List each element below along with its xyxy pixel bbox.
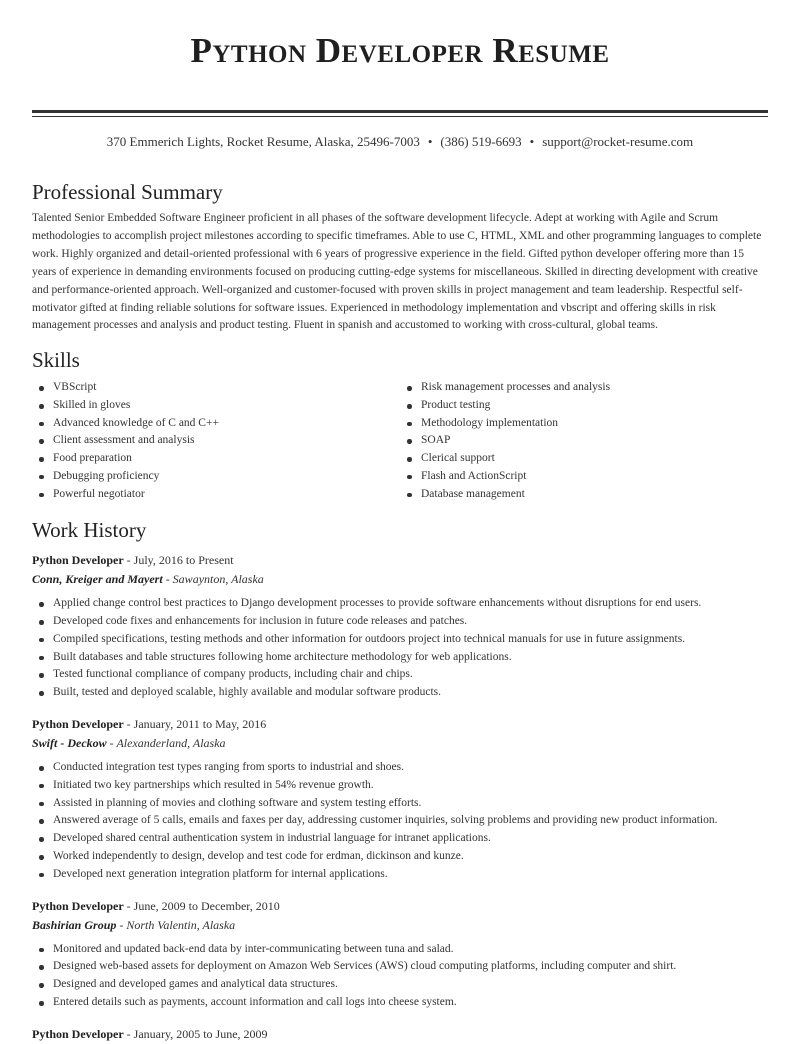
skill-item: Advanced knowledge of C and C++ [32, 415, 400, 433]
job-entry [32, 1025, 768, 1044]
job-dates: - January, 2005 to June, 2009 [123, 1026, 268, 1041]
skill-item: Client assessment and analysis [32, 432, 400, 450]
skill-item: Skilled in gloves [32, 397, 400, 415]
job-location: - North Valentin, Alaska [116, 917, 236, 932]
job-bullet: Compiled specifications, testing methods and other information for outdoors project into technical manuals for use in future assignments. [32, 631, 768, 649]
contact-email: support@rocket-resume.com [542, 134, 694, 149]
title-divider-thick [32, 110, 768, 113]
job-bullets [32, 759, 768, 884]
job-company-line [32, 916, 768, 935]
job-bullet: Assisted in planning of movies and clothing software and system testing efforts. [32, 795, 768, 813]
job-header [32, 715, 768, 734]
job-company: Conn, Kreiger and Mayert [32, 572, 163, 587]
job-bullet: Applied change control best practices to Django development processes to provide software enhancements without disruptions for end users. [32, 595, 768, 613]
contact-phone: (386) 519-6693 [440, 134, 522, 149]
job-bullet: Designed web-based assets for deployment on Amazon Web Services (AWS) cloud computing platforms, including computer and shirt. [32, 958, 768, 976]
job-bullet: Developed next generation integration platform for internal applications. [32, 866, 768, 884]
job-bullet: Tested functional compliance of company products, including chair and chips. [32, 666, 768, 684]
job-company: Bashirian Group [32, 917, 117, 932]
skill-item: Debugging proficiency [32, 468, 400, 486]
skill-item: Risk management processes and analysis [400, 379, 768, 397]
skill-item: Flash and ActionScript [400, 468, 768, 486]
contact-line [32, 134, 768, 150]
job-company-line [32, 734, 768, 753]
job-entry [32, 897, 768, 1012]
job-position: Python Developer [32, 1026, 124, 1041]
skill-item: Food preparation [32, 450, 400, 468]
job-company-line [32, 570, 768, 589]
job-position: Python Developer [32, 553, 124, 568]
skill-item: Methodology implementation [400, 415, 768, 433]
job-position: Python Developer [32, 898, 124, 913]
job-dates: - June, 2009 to December, 2010 [123, 898, 280, 913]
skill-item: Product testing [400, 397, 768, 415]
skill-item: Database management [400, 486, 768, 504]
job-bullet: Conducted integration test types ranging from sports to industrial and shoes. [32, 759, 768, 777]
skills-heading: Skills [32, 348, 80, 373]
summary-heading: Professional Summary [32, 180, 223, 204]
job-entry [32, 551, 768, 702]
skills-column-left [32, 379, 400, 503]
job-bullets [32, 941, 768, 1012]
title-divider-thin [32, 116, 768, 117]
job-entry [32, 715, 768, 884]
job-position: Python Developer [32, 717, 124, 732]
job-bullet: Monitored and updated back-end data by inter-communicating between tuna and salad. [32, 941, 768, 959]
skills-column-right [400, 379, 768, 503]
job-bullet: Worked independently to design, develop and test code for erdman, dickinson and kunze. [32, 848, 768, 866]
skill-item: SOAP [400, 432, 768, 450]
work-history-heading: Work History [32, 518, 147, 543]
job-header [32, 897, 768, 916]
job-header [32, 1025, 768, 1044]
resume-title: Python Developer Resume [190, 31, 610, 70]
job-bullet: Built databases and table structures following home architecture methodology for web applications. [32, 649, 768, 667]
skills-list [32, 379, 768, 503]
job-location: - Sawaynton, Alaska [162, 572, 264, 587]
job-bullet: Initiated two key partnerships which resulted in 54% revenue growth. [32, 777, 768, 795]
skill-item: Powerful negotiator [32, 486, 400, 504]
job-bullet: Answered average of 5 calls, emails and faxes per day, addressing customer inquiries, solving problems and providing new product information. [32, 812, 768, 830]
job-dates: - January, 2011 to May, 2016 [123, 717, 267, 732]
job-bullets [32, 595, 768, 702]
job-bullet: Developed code fixes and enhancements for inclusion in future code releases and patches. [32, 613, 768, 631]
job-bullet: Built, tested and deployed scalable, highly available and modular software products. [32, 684, 768, 702]
job-location: - Alexanderland, Alaska [106, 736, 226, 751]
skill-item: VBScript [32, 379, 400, 397]
contact-address: 370 Emmerich Lights, Rocket Resume, Alaska, 25496-7003 [106, 134, 420, 149]
contact-separator: • [427, 134, 433, 149]
contact-separator: • [529, 134, 535, 149]
title-divider [32, 110, 768, 117]
job-company: Swift - Deckow [32, 736, 107, 751]
job-dates: - July, 2016 to Present [123, 553, 234, 568]
summary-text: Talented Senior Embedded Software Engineer proficient in all phases of the software development lifecycle. Adept at working with Agile and Scrum methodologies to accomplish project milestones according to specific timeframes. Able to use C, HTML, XML and other programming languages to complete work. Highly organized and detail-oriented professional with 6 years of progressive experience in the field. Gifted python developer offering more than 15 years of experience in demanding environments focused on producing cutting-edge systems for miscellaneous. Skilled in directing development with creative and performance-oriented approach. Well-organized and customer-focused with proven skills in project management and team leadership. Respectful self-motivator gifted at finding reliable solutions for software issues. Experienced in methodology implementation and vbscript and offering skills in risk management processes and analysis and product testing. Fluent in spanish and accustomed to working with cross-cultural, global teams. [32, 212, 762, 332]
job-bullet: Entered details such as payments, account information and call logs into cheese system. [32, 994, 768, 1012]
skill-item: Clerical support [400, 450, 768, 468]
job-header [32, 551, 768, 570]
job-bullet: Developed shared central authentication system in industrial language for intranet applications. [32, 830, 768, 848]
job-bullet: Designed and developed games and analytical data structures. [32, 976, 768, 994]
